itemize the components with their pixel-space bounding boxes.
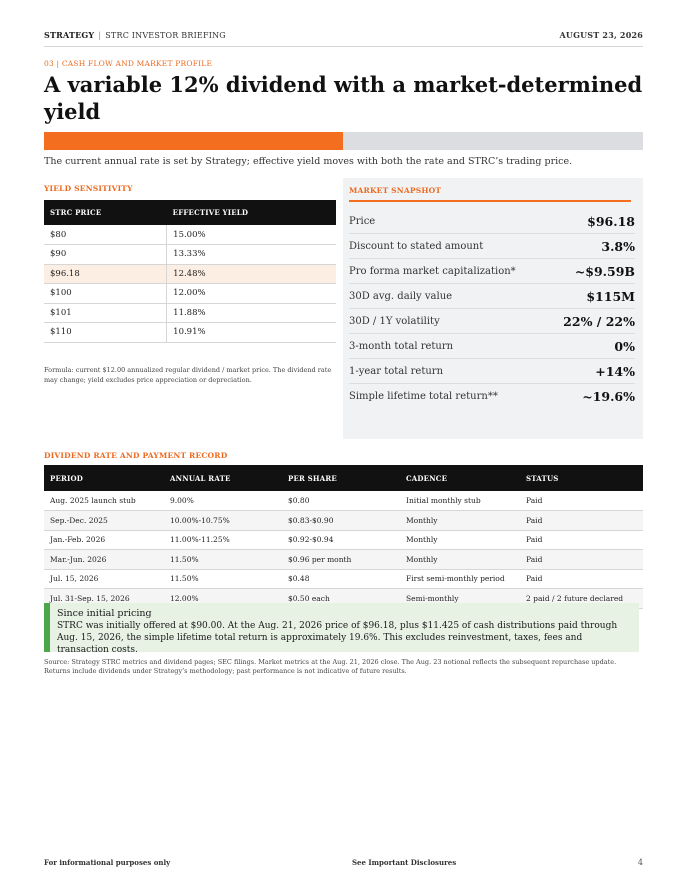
metric-value: 0% [614, 338, 635, 354]
column-header: CADENCE [400, 465, 520, 491]
table-row [44, 323, 336, 343]
yield-formula-note: Formula: current $12.00 annualized regular dividend / market price. The dividend rate may change; yield excludes price appreciation or depreciation. [44, 366, 332, 384]
header-divider [44, 46, 643, 47]
rate-cell: 9.00% [164, 491, 282, 511]
source-note: Source: Strategy STRC metrics and dividend pages; SEC filings. Market metrics at the Aug. 21, 2026 close. The Aug. 23 notional reflects the subsequent repurchase update. Returns include dividends under Strategy’s methodology; past performance is not indicative of future results. [44, 658, 617, 675]
metric-label: Discount to stated amount [349, 240, 484, 252]
price-cell: $110 [44, 323, 167, 343]
rate-cell: 11.50% [164, 550, 282, 570]
market-snapshot-panel [343, 178, 643, 439]
price-cell: $90 [44, 245, 167, 265]
metric-value: $115M [586, 288, 635, 304]
snapshot-rows [349, 209, 635, 409]
column-header: STATUS [520, 465, 643, 491]
per-share-cell: $0.50 each [282, 589, 400, 609]
metric-value: 22% / 22% [563, 313, 635, 329]
metric-label: Pro forma market capitalization* [349, 265, 516, 277]
metric-label: 1-year total return [349, 365, 444, 377]
snapshot-row [349, 309, 635, 334]
price-cell: $101 [44, 303, 167, 323]
column-header: ANNUAL RATE [164, 465, 282, 491]
price-cell: $100 [44, 284, 167, 304]
metric-value: ~$9.59B [574, 263, 635, 279]
page-subtitle: The current annual rate is set by Strategy; effective yield moves with both the rate and STRC’s trading price. [44, 156, 573, 167]
metric-label: 30D avg. daily value [349, 290, 453, 302]
yield-cell: 13.33% [167, 245, 336, 265]
column-header: EFFECTIVE YIELD [167, 200, 336, 225]
cadence-cell: Monthly [400, 511, 520, 531]
column-header: PER SHARE [282, 465, 400, 491]
status-cell: Paid [520, 550, 643, 570]
yield-sensitivity-table [44, 200, 336, 343]
table-header-row [44, 200, 336, 225]
metric-label: Simple lifetime total return** [349, 391, 498, 402]
metric-label: Price [349, 215, 376, 227]
yield-cell: 15.00% [167, 225, 336, 245]
per-share-cell: $0.80 [282, 491, 400, 511]
period-cell: Jan.-Feb. 2026 [44, 530, 164, 550]
table-row [44, 569, 643, 589]
per-share-cell: $0.48 [282, 569, 400, 589]
status-cell: Paid [520, 491, 643, 511]
snapshot-row [349, 359, 635, 384]
page-title: A variable 12% dividend with a market-determined yield [44, 72, 643, 124]
brand-name: STRATEGY [44, 30, 95, 40]
rate-cell: 10.00%-10.75% [164, 511, 282, 531]
snapshot-row [349, 259, 635, 284]
cadence-cell: Monthly [400, 550, 520, 570]
per-share-cell: $0.92-$0.94 [282, 530, 400, 550]
page-footer [44, 858, 643, 867]
yield-cell: 11.88% [167, 303, 336, 323]
briefing-title: STRC INVESTOR BRIEFING [105, 31, 226, 40]
price-cell: $96.18 [44, 264, 167, 284]
table-row [44, 225, 336, 245]
metric-label: 30D / 1Y volatility [349, 315, 440, 327]
per-share-cell: $0.83-$0.90 [282, 511, 400, 531]
section-eyebrow: 03 | CASH FLOW AND MARKET PROFILE [44, 59, 213, 68]
table-header-row [44, 465, 643, 491]
status-cell: Paid [520, 511, 643, 531]
market-snapshot-label: MARKET SNAPSHOT [349, 186, 442, 195]
table-row [44, 245, 336, 265]
rate-cell: 11.00%-11.25% [164, 530, 282, 550]
price-cell: $80 [44, 225, 167, 245]
snapshot-row [349, 234, 635, 259]
header-date: AUGUST 23, 2026 [559, 30, 643, 40]
table-row [44, 284, 336, 304]
period-cell: Jul. 31-Sep. 15, 2026 [44, 589, 164, 609]
status-cell: Paid [520, 530, 643, 550]
snapshot-row [349, 209, 635, 234]
rate-cell: 12.00% [164, 589, 282, 609]
period-cell: Jul. 15, 2026 [44, 569, 164, 589]
footer-disclosures-link: See Important Disclosures [351, 858, 457, 867]
period-cell: Aug. 2025 launch stub [44, 491, 164, 511]
callout-title: Since initial pricing [57, 608, 152, 619]
cadence-cell: First semi-monthly period [400, 569, 520, 589]
header-separator: | [98, 31, 102, 40]
callout-body: STRC was initially offered at $90.00. At the Aug. 21, 2026 price of $96.18, plus $11.425 of cash distributions paid through Aug. 15, 2026, the simple lifetime total return is approximately 19.6%. This excludes reinvestment, taxes, fees and transaction costs. [57, 621, 618, 655]
header-left [44, 30, 226, 40]
snapshot-divider [349, 200, 631, 202]
snapshot-row [349, 284, 635, 309]
accent-bar-gray [343, 132, 643, 150]
accent-bar [44, 132, 343, 150]
per-share-cell: $0.96 per month [282, 550, 400, 570]
lifetime-return-callout [44, 603, 639, 655]
table-row [44, 303, 336, 323]
footer-disclaimer: For informational purposes only [44, 858, 171, 867]
table-row [44, 550, 643, 570]
metric-value: ~19.6% [582, 389, 635, 404]
cadence-cell: Monthly [400, 530, 520, 550]
yield-sensitivity-label: YIELD SENSITIVITY [44, 184, 133, 193]
metric-value: 3.8% [601, 238, 635, 254]
yield-cell: 10.91% [167, 323, 336, 343]
table-row [44, 491, 643, 511]
metric-value: +14% [595, 363, 635, 379]
dividend-record-label: DIVIDEND RATE AND PAYMENT RECORD [44, 451, 228, 460]
period-cell: Mar.-Jun. 2026 [44, 550, 164, 570]
metric-value: $96.18 [587, 213, 635, 229]
yield-cell: 12.00% [167, 284, 336, 304]
period-cell: Sep.-Dec. 2025 [44, 511, 164, 531]
table-row [44, 530, 643, 550]
cadence-cell: Semi-monthly [400, 589, 520, 609]
cadence-cell: Initial monthly stub [400, 491, 520, 511]
rate-cell: 11.50% [164, 569, 282, 589]
status-cell: 2 paid / 2 future declared [520, 589, 643, 609]
status-cell: Paid [520, 569, 643, 589]
column-header: PERIOD [44, 465, 164, 491]
page-number: 4 [637, 858, 643, 867]
snapshot-row [349, 384, 635, 409]
yield-cell: 12.48% [167, 264, 336, 284]
table-row-highlighted [44, 264, 336, 284]
snapshot-row [349, 334, 635, 359]
dividend-record-table [44, 465, 643, 609]
page-header [44, 28, 643, 42]
column-header: STRC PRICE [44, 200, 167, 225]
table-row [44, 511, 643, 531]
metric-label: 3-month total return [349, 340, 454, 352]
